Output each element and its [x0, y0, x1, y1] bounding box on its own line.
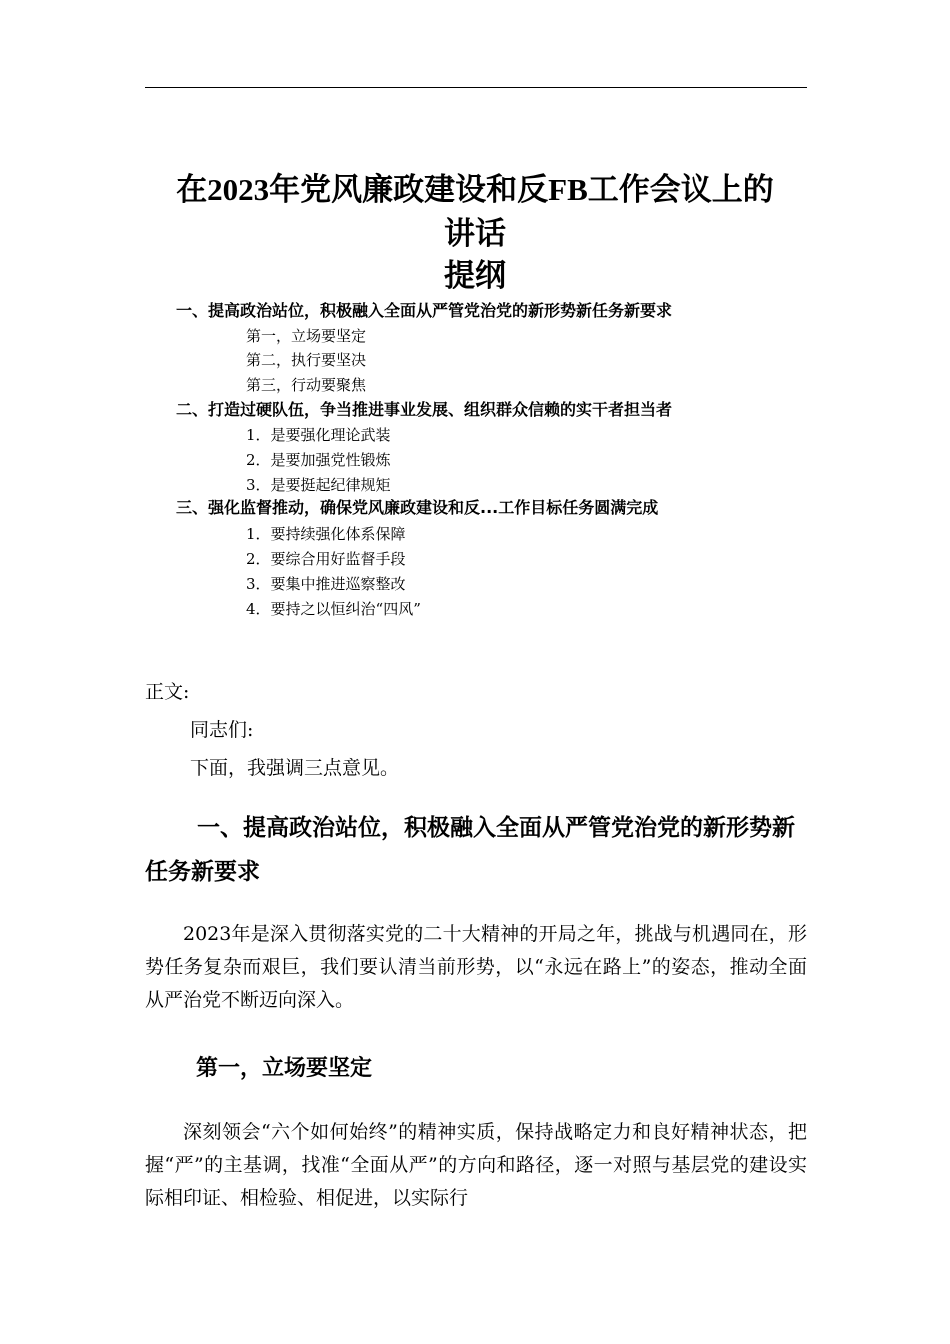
salutation: 同志们: [190, 719, 254, 741]
outline-item: 4．要持之以恒纠治“四风” [246, 600, 421, 618]
document-title-line2: 讲话 [444, 216, 506, 251]
document-title: 在2023年党风廉政建设和反FB工作会议上的 [176, 172, 774, 207]
outline-item: 第一，立场要坚定 [246, 327, 367, 345]
intro-text: 下面，我强调三点意见。 [190, 757, 400, 779]
paragraph: 深刻领会“六个如何始终”的精神实质，保持战略定力和良好精神状态，把握“严”的主基调，找准“全面从严”的方向和路径，逐一对照与基层党的建设实际相印证、相检验、相促进，以实际行 [145, 1121, 807, 1209]
outline-item: 第三，行动要聚焦 [246, 376, 367, 394]
outline-item: 2．是要加强党性锻炼 [246, 451, 391, 469]
outline-item: 3．要集中推进巡察整改 [246, 575, 406, 593]
header-rule [145, 87, 807, 88]
outline-item: 1．是要强化理论武装 [246, 426, 391, 444]
outline-item: 2．要综合用好监督手段 [246, 550, 406, 568]
section-heading: 一、提高政治站位，积极融入全面从严管党治党的新形势新任务新要求 [145, 815, 795, 885]
outline-section-2: 二、打造过硬队伍，争当推进事业发展、组织群众信赖的实干者担当者 [176, 400, 673, 419]
paragraph: 2023年是深入贯彻落实党的二十大精神的开局之年，挑战与机遇同在，形势任务复杂而艰巨，我们要认清当前形势，以“永远在路上”的姿态，推动全面从严治党不断迈向深入。 [145, 923, 807, 1011]
outline-section-1: 一、提高政治站位，积极融入全面从严管党治党的新形势新任务新要求 [176, 301, 673, 320]
outline-heading: 提纲 [444, 258, 506, 294]
body-label: 正文: [145, 681, 190, 703]
outline-section-3: 三、强化监督推动，确保党风廉政建设和反...工作目标任务圆满完成 [176, 498, 659, 517]
outline-item: 3．是要挺起纪律规矩 [246, 476, 391, 494]
outline-item: 第二，执行要坚决 [246, 351, 367, 369]
subsection-heading: 第一，立场要坚定 [196, 1056, 373, 1081]
outline-item: 1．要持续强化体系保障 [246, 525, 406, 543]
